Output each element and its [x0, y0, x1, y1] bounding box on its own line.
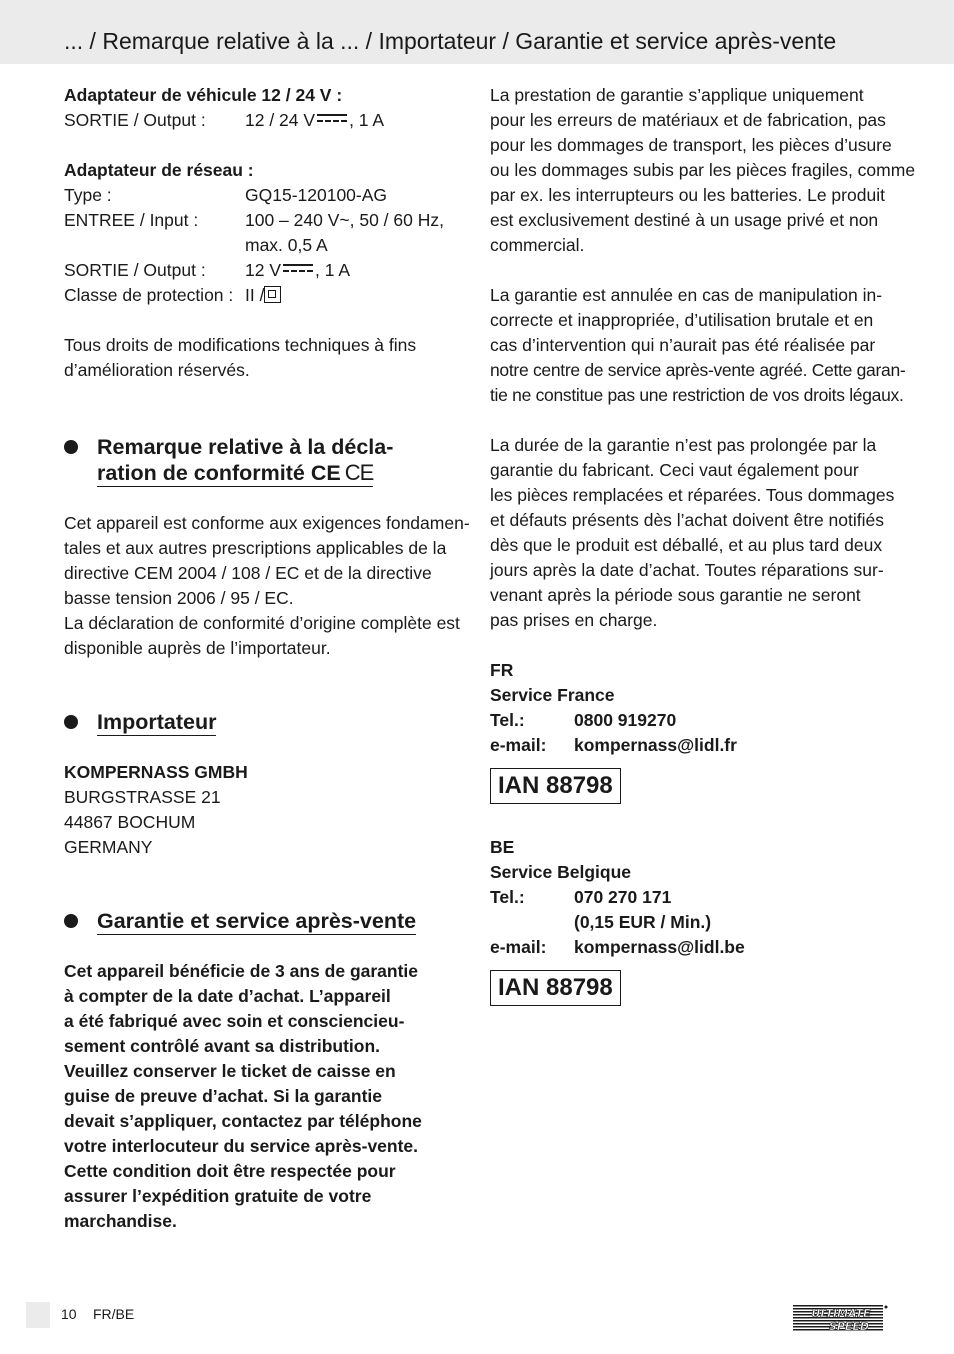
- vehicle-adapter-title: Adaptateur de véhicule 12 / 24 V :: [64, 85, 343, 105]
- service-be-country: BE: [490, 837, 515, 857]
- service-be-tel: [490, 885, 890, 910]
- spec-label: SORTIE / Output :: [64, 260, 206, 280]
- warranty-para-line: La prestation de garantie s’applique uniquement: [490, 85, 864, 105]
- service-fr-tel: [490, 708, 890, 733]
- warranty-bold-line: sement contrôlé avant sa distribution.: [64, 1036, 381, 1056]
- warranty-para-line: correcte et inappropriée, d’utilisation brutale et en: [490, 310, 874, 330]
- warranty-para-line: venant après la période sous garantie ne seront: [490, 585, 861, 605]
- spec-label: ENTREE / Input :: [64, 210, 199, 230]
- warranty-para-line: cas d’intervention qui n’aurait pas été réalisée par: [490, 335, 876, 355]
- warranty-para-line: les pièces remplacées et réparées. Tous dommages: [490, 485, 895, 505]
- spec-value: 100 – 240 V~, 50 / 60 Hz,: [245, 210, 444, 230]
- warranty-para-line: ou les dommages subis par les pièces fragiles, comme: [490, 160, 916, 180]
- service-fr-country: FR: [490, 660, 514, 680]
- body-line: tales et aux autres prescriptions applicables de la: [64, 538, 447, 558]
- ian-box: IAN 88798: [490, 768, 621, 804]
- heading-text: Garantie et service après-vente: [97, 909, 417, 933]
- warranty-para-line: est exclusivement destiné à un usage privé et non: [490, 210, 879, 230]
- importer-address-line: BURGSTRASSE 21: [64, 787, 221, 807]
- warranty-bold-line: a été fabriqué avec soin et consciencieu-: [64, 1011, 405, 1031]
- page-header: [0, 0, 954, 64]
- mains-output-row: [64, 258, 464, 283]
- spec-value: max. 0,5 A: [245, 235, 328, 255]
- spec-value-text: 12 V: [245, 260, 281, 280]
- warranty-bold-line: Veuillez conserver le ticket de caisse en: [64, 1061, 396, 1081]
- spec-value-text: , 1 A: [349, 110, 385, 130]
- body-line: basse tension 2006 / 95 / EC.: [64, 588, 294, 608]
- tel-value: 0800 919270: [574, 710, 677, 730]
- input-row-cont: [64, 233, 464, 258]
- spec-label: Type :: [64, 185, 112, 205]
- input-row: [64, 208, 464, 233]
- warranty-para-line: dès que le produit est déballé, et au plus tard deux: [490, 535, 883, 555]
- conformity-heading: [64, 434, 464, 487]
- type-row: [64, 183, 464, 208]
- left-column: [64, 83, 470, 1234]
- heading-line: Remarque relative à la décla-: [97, 435, 394, 459]
- bullet-icon: [64, 914, 78, 928]
- spec-value: GQ15-120100-AG: [245, 185, 388, 205]
- warranty-bold-line: assurer l’expédition gratuite de votre: [64, 1186, 372, 1206]
- tech-note-line: Tous droits de modifications techniques à fins: [64, 335, 417, 355]
- service-be-tel-note: [490, 910, 890, 935]
- email-value: kompernass@lidl.be: [574, 937, 745, 957]
- warranty-bold-line: devait s’appliquer, contactez par téléphone: [64, 1111, 422, 1131]
- dc-symbol-icon: [283, 264, 313, 274]
- spec-value: [245, 283, 464, 308]
- importer-company: KOMPERNASS GMBH: [64, 762, 248, 782]
- tel-label: Tel.:: [490, 887, 525, 907]
- warranty-heading: [64, 908, 464, 935]
- heading-text: ration de conformité CE: [97, 461, 341, 485]
- protection-row: [64, 283, 464, 308]
- service-fr-email: [490, 733, 890, 758]
- dc-symbol-icon: [317, 114, 347, 124]
- footer-tab: [26, 1302, 50, 1328]
- spec-value: [245, 258, 464, 283]
- svg-text:SPEED: SPEED: [828, 1320, 870, 1333]
- tel-value: 070 270 171: [574, 887, 672, 907]
- tel-note: (0,15 EUR / Min.): [574, 912, 712, 932]
- spec-label: Classe de protection :: [64, 285, 234, 305]
- warranty-bold-line: Cette condition doit être respectée pour: [64, 1161, 396, 1181]
- body-line: disponible auprès de l’importateur.: [64, 638, 331, 658]
- mains-adapter-title: Adaptateur de réseau :: [64, 160, 254, 180]
- spec-value: [245, 108, 464, 133]
- ian-box: IAN 88798: [490, 970, 621, 1006]
- warranty-para-line: tie ne constitue pas une restriction de vos droits légaux.: [490, 385, 904, 405]
- spec-value-text: 12 / 24 V: [245, 110, 316, 130]
- ce-mark-icon: CE: [344, 460, 374, 485]
- tel-label: Tel.:: [490, 710, 525, 730]
- bullet-icon: [64, 440, 78, 454]
- email-value: kompernass@lidl.fr: [574, 735, 737, 755]
- warranty-para-line: par ex. les interrupteurs ou les batteries. Le produit: [490, 185, 885, 205]
- body-line: Cet appareil est conforme aux exigences fondamen-: [64, 513, 470, 533]
- heading-line: [97, 460, 373, 487]
- right-column: [490, 83, 916, 1006]
- body-line: La déclaration de conformité d’origine complète est: [64, 613, 460, 633]
- page-number: 10: [61, 1306, 77, 1322]
- warranty-bold-line: Cet appareil bénéficie de 3 ans de garantie: [64, 961, 419, 981]
- service-be-name: Service Belgique: [490, 862, 632, 882]
- warranty-para-line: et défauts présents dès l’achat doivent être notifiés: [490, 510, 884, 530]
- spec-value-text: II /: [245, 285, 265, 305]
- warranty-para-line: pour les erreurs de matériaux et de fabrication, pas: [490, 110, 886, 130]
- service-be-email: [490, 935, 890, 960]
- warranty-para-line: La durée de la garantie n’est pas prolongée par la: [490, 435, 877, 455]
- page-title: ... / Remarque relative à la ... / Importateur / Garantie et service après-vente: [64, 28, 837, 54]
- warranty-para-line: garantie du fabricant. Ceci vaut également pour: [490, 460, 859, 480]
- svg-text:ULTIMATE: ULTIMATE: [811, 1307, 871, 1320]
- vehicle-output-row: [64, 108, 464, 133]
- email-label: e-mail:: [490, 937, 547, 957]
- warranty-bold-line: votre interlocuteur du service après-vente.: [64, 1136, 419, 1156]
- warranty-para-line: notre centre de service après-vente agréé. Cette garan-: [490, 360, 906, 380]
- warranty-para-line: La garantie est annulée en cas de manipulation in-: [490, 285, 883, 305]
- language-code: FR/BE: [93, 1306, 135, 1322]
- ultimate-speed-logo: [793, 1303, 889, 1333]
- heading-text: Importateur: [97, 710, 217, 734]
- protection-class-icon: [264, 286, 281, 303]
- spec-value-text: , 1 A: [315, 260, 351, 280]
- service-fr-name: Service France: [490, 685, 615, 705]
- warranty-bold-line: guise de preuve d’achat. Si la garantie: [64, 1086, 383, 1106]
- tech-note-line: d’amélioration réservés.: [64, 360, 250, 380]
- email-label: e-mail:: [490, 735, 547, 755]
- spec-label: SORTIE / Output :: [64, 110, 206, 130]
- warranty-para-line: pour les dommages de transport, les pièces d’usure: [490, 135, 892, 155]
- importer-address-line: GERMANY: [64, 837, 153, 857]
- importer-address-line: 44867 BOCHUM: [64, 812, 196, 832]
- warranty-para-line: commercial.: [490, 235, 585, 255]
- warranty-bold-line: marchandise.: [64, 1211, 177, 1231]
- warranty-para-line: pas prises en charge.: [490, 610, 658, 630]
- importer-heading: [64, 709, 464, 736]
- warranty-para-line: jours après la date d’achat. Toutes réparations sur-: [490, 560, 884, 580]
- bullet-icon: [64, 715, 78, 729]
- warranty-bold-line: à compter de la date d’achat. L’appareil: [64, 986, 391, 1006]
- body-line: directive CEM 2004 / 108 / EC et de la directive: [64, 563, 432, 583]
